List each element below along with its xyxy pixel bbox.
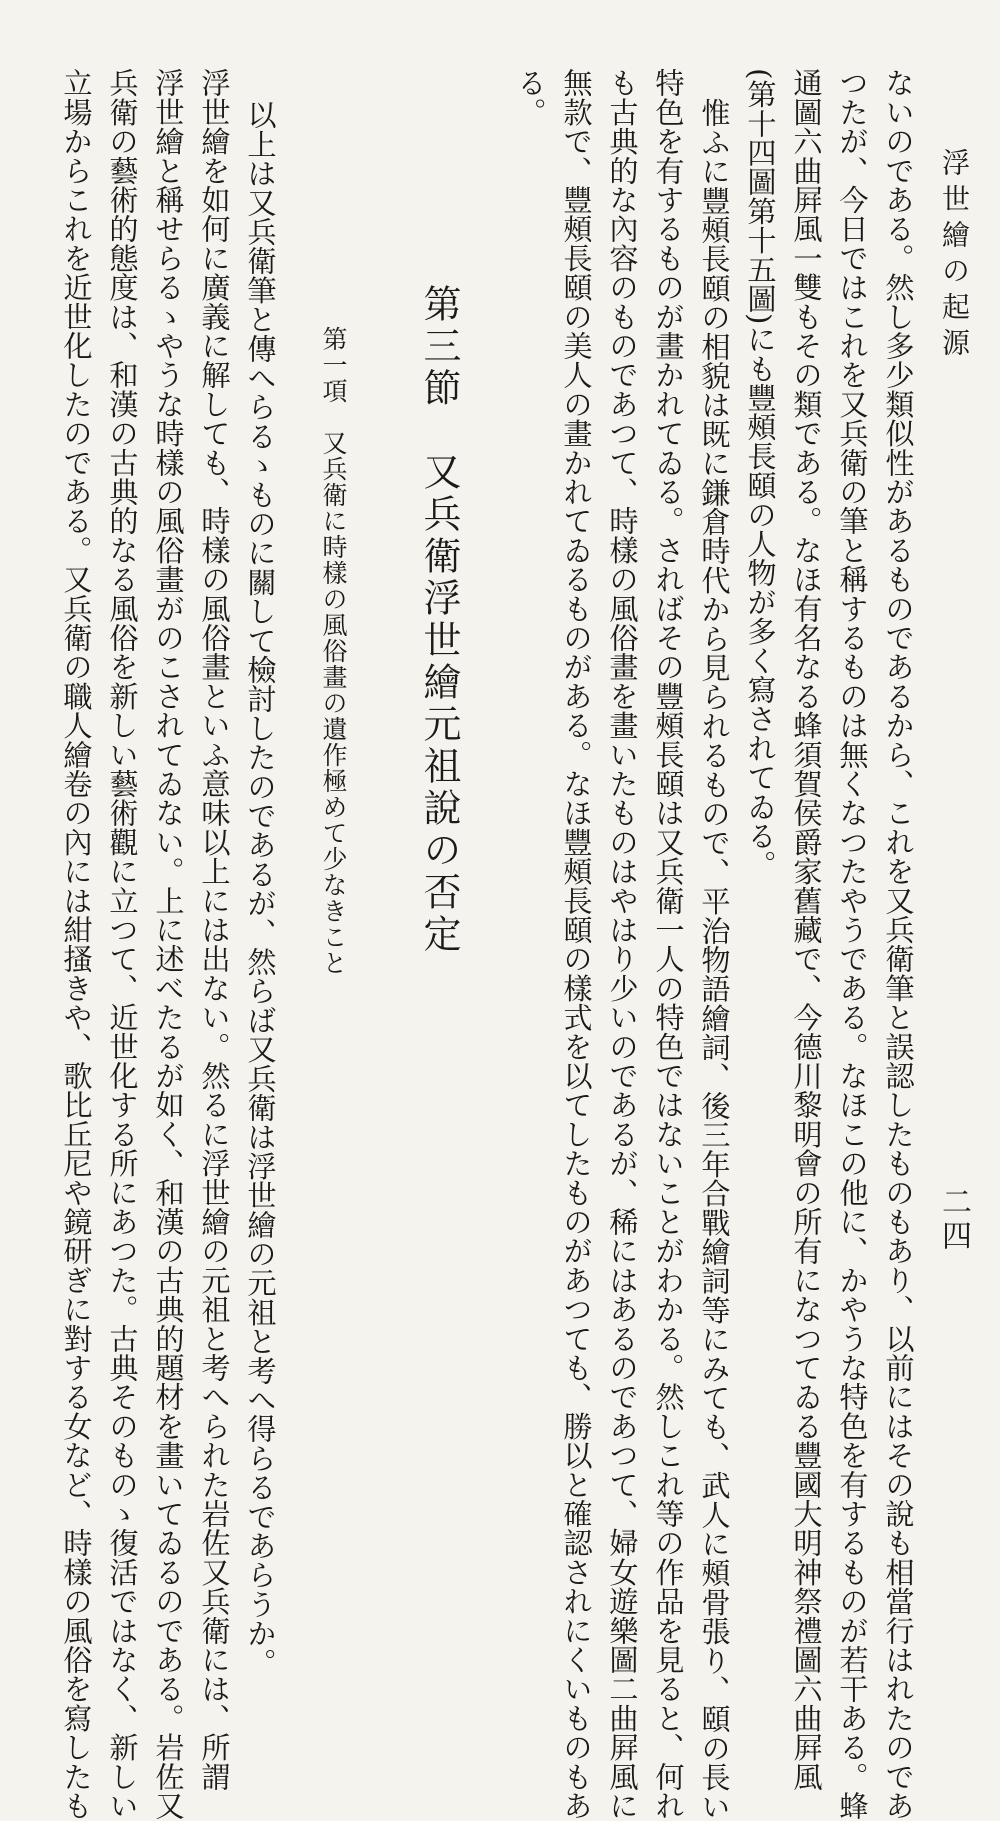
page-number: 二四 bbox=[936, 1186, 971, 1254]
running-title: 浮世繪の起源 bbox=[938, 148, 971, 364]
text-line: 浮世繪と稱せらるゝやうな時樣の風俗畫がのこされてゐない。上に述べたるが如く、和漢の古典的題材を畫いてゐるのである。岩佐又 bbox=[151, 68, 185, 1820]
text-line: 無款で、豐頰長頤の美人の畫かれてゐるものがある。なほ豐頰長頤の樣式を以てしたものがあつても、勝以と確認されにくいものもあ bbox=[559, 68, 593, 1820]
text-line: 立場からこれを近世化したのである。又兵衛の職人繪卷の內には紺搔きや、歌比丘尼や鏡研ぎに對する女など、時樣の風俗を寫したも bbox=[59, 68, 93, 1820]
text-line: 惟ふに豐頰長頤の相貌は既に鎌倉時代から見られるもので、平治物語繪詞、後三年合戰繪詞等にみても、武人に頰骨張り、頤の長い bbox=[697, 98, 731, 1821]
text-line: 通圖六曲屛風一雙もその類である。なほ有名なる蜂須賀侯爵家舊藏で、今德川黎明會の所有になつてゐる豐國大明神祭禮圖六曲屛風 bbox=[789, 68, 823, 1791]
text-line: 特色を有するものが畫かれてゐる。さればその豐頰長頤は又兵衛一人の特色ではないことがわかる。然しこれ等の作品を見ると、何れ bbox=[651, 68, 685, 1820]
text-line: 以上は又兵衛筆と傳へらるゝものに關して檢討したのであるが、然らば又兵衛は浮世繪の元祖と考へ得らるであらうか。 bbox=[243, 100, 277, 1677]
text-line: (第十四圖第十五圖)にも豐頰長頤の人物が多く寫されてゐる。 bbox=[743, 68, 777, 880]
subsection-title: 第一項 又兵衛に時樣の風俗畫の遺作極めて少なきこと bbox=[319, 326, 348, 976]
text-line: も古典的な內容のものであつて、時樣の風俗畫を畫いたものはやはり少いのであるが、稀にはあるのであつて、婦女遊樂圖二曲屛風に bbox=[605, 68, 639, 1820]
text-line: つたが、今日ではこれを又兵衛の筆と稱するものは無くなつたやうである。なほこの他に、かやうな特色を有するものが若干ある。蜂 bbox=[835, 68, 869, 1820]
text-line: る。 bbox=[513, 68, 547, 127]
text-line: ないのである。然し多少類似性があるものであるから、これを又兵衛筆と誤認したものもあり、以前にはその說も相當行はれたのであ bbox=[881, 68, 915, 1820]
text-line: 浮世繪を如何に廣義に解しても、時樣の風俗畫といふ意味以上には出ない。然るに浮世繪の元祖と考へられた岩佐又兵衛には、所謂 bbox=[197, 68, 231, 1791]
section-title: 第三節 又兵衛浮世繪元祖說の否定 bbox=[417, 284, 461, 956]
text-line: 兵衛の藝術的態度は、和漢の古典的なる風俗を新しい藝術觀に立つて、近世化する所にあつた。古典そのものゝ復活ではなく、新しい bbox=[105, 68, 139, 1820]
